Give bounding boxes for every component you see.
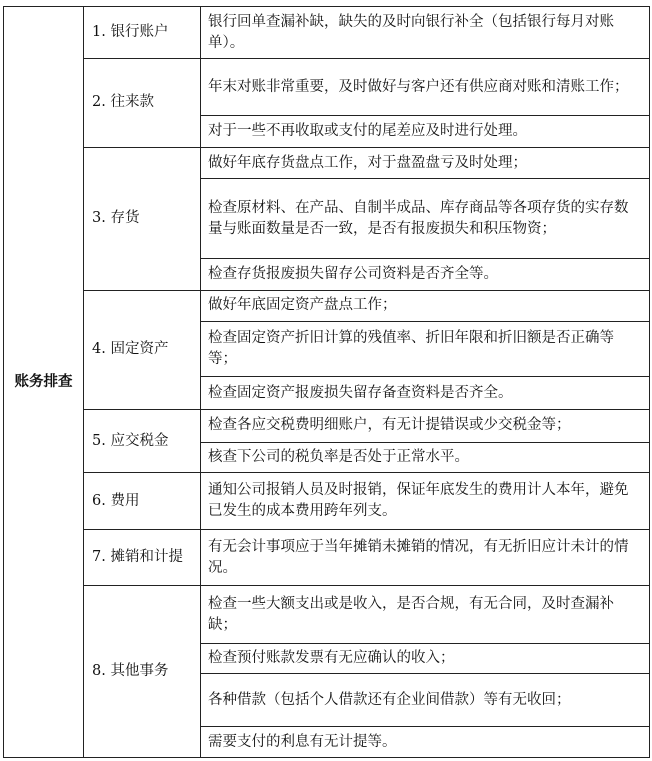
- table-row: [4, 409, 650, 442]
- item-cell: 通知公司报销人员及时报销，保证年底发生的费用计人本年，避免已发生的成本费用跨年列支。: [201, 473, 650, 530]
- item-cell: 核查下公司的税负率是否处于正常水平。: [201, 442, 650, 473]
- item-cell: 检查原材料、在产品、自制半成品、库存商品等各项存货的实存数量与账面数量是否一致，是否有报废损失和积压物资；: [201, 179, 650, 259]
- item-cell: 检查各应交税费明细账户，有无计提错误或少交税金等；: [201, 409, 650, 442]
- category-cell-other-matters: 8. 其他事务: [84, 586, 201, 758]
- account-check-table: [3, 6, 650, 758]
- item-cell: 银行回单查漏补缺，缺失的及时向银行补全（包括银行每月对账单）。: [201, 7, 650, 59]
- item-cell: 检查一些大额支出或是收入，是否合规，有无合同，及时查漏补缺；: [201, 586, 650, 643]
- item-cell: 对于一些不再收取或支付的尾差应及时进行处理。: [201, 116, 650, 148]
- item-cell: 检查存货报废损失留存公司资料是否齐全等。: [201, 259, 650, 291]
- item-cell: 检查固定资产折旧计算的残值率、折旧年限和折旧额是否正确等等；: [201, 322, 650, 377]
- item-cell: 需要支付的利息有无计提等。: [201, 727, 650, 758]
- category-cell-bank-account: 1. 银行账户: [84, 7, 201, 59]
- category-cell-fixed-assets: 4. 固定资产: [84, 290, 201, 409]
- item-cell: 检查预付账款发票有无应确认的收入；: [201, 643, 650, 674]
- item-cell: 有无会计事项应于当年摊销未摊销的情况，有无折旧应计未计的情况。: [201, 530, 650, 586]
- category-cell-taxes-payable: 5. 应交税金: [84, 409, 201, 472]
- main-category-cell: 账务排查: [4, 7, 84, 758]
- item-cell: 做好年底固定资产盘点工作；: [201, 290, 650, 322]
- table-row: [4, 473, 650, 530]
- table-row: [4, 530, 650, 586]
- table-row: [4, 7, 650, 59]
- category-cell-inventory: 3. 存货: [84, 147, 201, 290]
- table-row: [4, 586, 650, 643]
- table-row: [4, 290, 650, 322]
- table-row: [4, 59, 650, 116]
- category-cell-receivables-payables: 2. 往来款: [84, 59, 201, 148]
- item-cell: 年末对账非常重要，及时做好与客户还有供应商对账和清账工作；: [201, 59, 650, 116]
- category-cell-expenses: 6. 费用: [84, 473, 201, 530]
- item-cell: 各种借款（包括个人借款还有企业间借款）等有无收回；: [201, 674, 650, 727]
- item-cell: 检查固定资产报废损失留存备查资料是否齐全。: [201, 377, 650, 410]
- table-row: [4, 147, 650, 179]
- item-cell: 做好年底存货盘点工作，对于盘盈盘亏及时处理；: [201, 147, 650, 179]
- category-cell-amortization-accrual: 7. 摊销和计提: [84, 530, 201, 586]
